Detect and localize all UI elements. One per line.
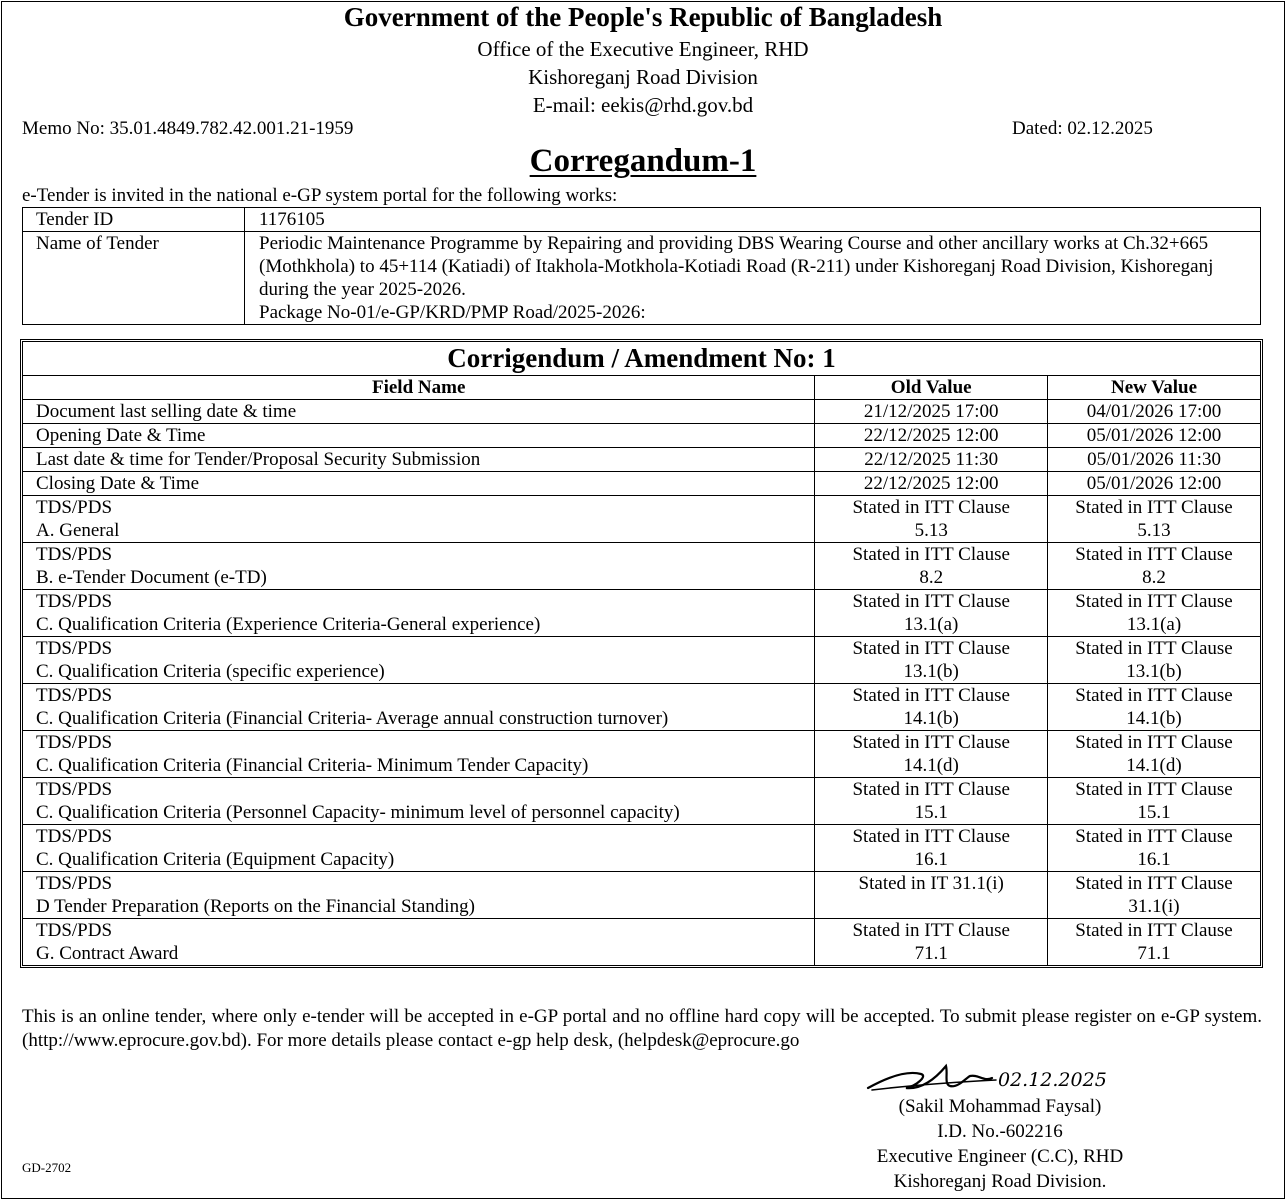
- old-value-cell: [815, 637, 1048, 684]
- new-value-cell: [1048, 684, 1261, 731]
- field-name-line: TDS/PDS: [36, 779, 113, 800]
- new-value-line: Stated in ITT Clause: [1075, 920, 1233, 941]
- field-name-cell: [23, 496, 815, 543]
- field-name-cell: [23, 472, 815, 496]
- field-name-line: Document last selling date & time: [36, 401, 297, 422]
- tender-name-row: [23, 232, 1261, 325]
- field-name-line: TDS/PDS: [36, 544, 113, 565]
- old-value-line: Stated in ITT Clause: [852, 920, 1010, 941]
- field-name-cell: [23, 424, 815, 448]
- table-row: [23, 825, 1261, 872]
- document-title: [0, 143, 1286, 180]
- new-value-cell: [1048, 400, 1261, 424]
- new-value-line: Stated in ITT Clause: [1075, 591, 1233, 612]
- tender-id-value: 1176105: [245, 208, 1261, 232]
- amendment-table: [22, 341, 1261, 966]
- new-value-line: 8.2: [1142, 567, 1166, 588]
- old-value-line: 8.2: [919, 567, 944, 588]
- signatory-designation: Executive Engineer (C.C), RHD: [876, 1146, 1124, 1167]
- tender-info-table: [22, 207, 1261, 325]
- old-value-cell: [815, 872, 1048, 919]
- new-value-cell: [1048, 825, 1261, 872]
- field-name-line: G. Contract Award: [36, 943, 179, 964]
- field-name-cell: [23, 684, 815, 731]
- office-name: Office of the Executive Engineer, RHD: [477, 37, 809, 61]
- field-name-cell: [23, 825, 815, 872]
- new-value-line: Stated in ITT Clause: [1075, 732, 1233, 753]
- signatory-id: I.D. No.-602216: [937, 1121, 1063, 1142]
- old-value-line: Stated in ITT Clause: [852, 779, 1010, 800]
- memo-number: Memo No: 35.01.4849.782.42.001.21-1959: [22, 118, 354, 139]
- new-value-line: 13.1(b): [1126, 661, 1182, 682]
- new-value-cell: [1048, 919, 1261, 966]
- government-title: Government of the People's Republic of Bangladesh: [343, 2, 943, 32]
- new-value-line: 14.1(b): [1126, 708, 1182, 729]
- old-value-line: 21/12/2025 17:00: [863, 401, 999, 422]
- new-value-line: 15.1: [1137, 802, 1171, 823]
- amendment-header-row: [23, 376, 1261, 400]
- tender-id-row: [23, 208, 1261, 232]
- field-name-line: C. Qualification Criteria (Experience Criteria-General experience): [36, 614, 541, 635]
- new-value-line: 5.13: [1137, 520, 1171, 541]
- new-value-line: 16.1: [1137, 849, 1171, 870]
- old-value-line: 15.1: [914, 802, 948, 823]
- field-name-line: C. Qualification Criteria (Personnel Capacity- minimum level of personnel capacity): [36, 802, 680, 823]
- old-value-line: 22/12/2025 12:00: [863, 473, 999, 494]
- old-value-line: Stated in ITT Clause: [852, 497, 1010, 518]
- field-name-cell: [23, 400, 815, 424]
- old-value-line: Stated in ITT Clause: [852, 638, 1010, 659]
- table-row: [23, 496, 1261, 543]
- table-row: [23, 684, 1261, 731]
- field-name-line: TDS/PDS: [36, 732, 113, 753]
- field-name-line: Closing Date & Time: [36, 473, 200, 494]
- field-name-cell: [23, 872, 815, 919]
- new-value-line: Stated in ITT Clause: [1075, 826, 1233, 847]
- document-title-text: Corregandum-1: [529, 143, 757, 179]
- table-row: [23, 872, 1261, 919]
- new-value-line: Stated in ITT Clause: [1075, 685, 1233, 706]
- field-name-line: C. Qualification Criteria (specific experience): [36, 661, 385, 682]
- field-name-line: C. Qualification Criteria (Financial Criteria- Minimum Tender Capacity): [36, 755, 589, 776]
- field-name-line: TDS/PDS: [36, 685, 113, 706]
- old-value-line: 14.1(b): [903, 708, 959, 729]
- tender-package: Package No-01/e-GP/KRD/PMP Road/2025-2026:: [259, 302, 646, 323]
- old-value-cell: [815, 424, 1048, 448]
- tender-name-cell: [245, 232, 1261, 325]
- table-row: [23, 424, 1261, 448]
- old-value-line: 22/12/2025 12:00: [863, 425, 999, 446]
- old-value-cell: [815, 778, 1048, 825]
- old-value-line: 22/12/2025 11:30: [864, 449, 999, 470]
- new-value-line: Stated in ITT Clause: [1075, 873, 1233, 894]
- old-value-line: Stated in ITT Clause: [852, 826, 1010, 847]
- old-value-line: Stated in IT 31.1(i): [858, 873, 1004, 894]
- new-value-line: Stated in ITT Clause: [1075, 544, 1233, 565]
- tender-name-label: Name of Tender: [23, 232, 245, 325]
- field-name-line: TDS/PDS: [36, 638, 113, 659]
- division-name: Kishoreganj Road Division: [528, 65, 758, 89]
- new-value-cell: [1048, 637, 1261, 684]
- old-value-cell: [815, 919, 1048, 966]
- old-value-cell: [815, 543, 1048, 590]
- new-value-line: 71.1: [1137, 943, 1171, 964]
- column-header-old-value: Old Value: [815, 376, 1048, 400]
- field-name-line: C. Qualification Criteria (Equipment Capacity): [36, 849, 395, 870]
- tender-id-label: Tender ID: [23, 208, 245, 232]
- old-value-cell: [815, 684, 1048, 731]
- old-value-line: Stated in ITT Clause: [852, 685, 1010, 706]
- old-value-line: 16.1: [914, 849, 948, 870]
- field-name-line: TDS/PDS: [36, 920, 113, 941]
- field-name-line: TDS/PDS: [36, 826, 113, 847]
- table-row: [23, 400, 1261, 424]
- old-value-line: 71.1: [914, 943, 948, 964]
- old-value-cell: [815, 400, 1048, 424]
- field-name-line: Opening Date & Time: [36, 425, 206, 446]
- new-value-line: Stated in ITT Clause: [1075, 497, 1233, 518]
- old-value-cell: [815, 825, 1048, 872]
- new-value-cell: [1048, 778, 1261, 825]
- field-name-cell: [23, 778, 815, 825]
- field-name-cell: [23, 590, 815, 637]
- field-name-line: D Tender Preparation (Reports on the Financial Standing): [36, 896, 475, 917]
- new-value-line: 14.1(d): [1126, 755, 1182, 776]
- table-row: [23, 919, 1261, 966]
- old-value-cell: [815, 590, 1048, 637]
- amendment-caption-row: [23, 342, 1261, 376]
- gd-number: GD-2702: [22, 1160, 72, 1175]
- new-value-line: Stated in ITT Clause: [1075, 779, 1233, 800]
- old-value-line: 14.1(d): [903, 755, 959, 776]
- field-name-cell: [23, 637, 815, 684]
- signatory-name: (Sakil Mohammad Faysal): [898, 1096, 1102, 1117]
- new-value-cell: [1048, 472, 1261, 496]
- amendment-caption: Corrigendum / Amendment No: 1: [23, 342, 1261, 376]
- field-name-line: TDS/PDS: [36, 497, 113, 518]
- field-name-cell: [23, 919, 815, 966]
- old-value-cell: [815, 496, 1048, 543]
- old-value-line: 5.13: [914, 520, 948, 541]
- office-email: E-mail: eekis@rhd.gov.bd: [532, 93, 754, 117]
- table-row: [23, 543, 1261, 590]
- intro-text: e-Tender is invited in the national e-GP system portal for the following works:: [22, 185, 618, 206]
- field-name-line: TDS/PDS: [36, 873, 113, 894]
- field-name-line: TDS/PDS: [36, 591, 113, 612]
- field-name-line: B. e-Tender Document (e-TD): [36, 567, 267, 588]
- new-value-line: Stated in ITT Clause: [1075, 638, 1233, 659]
- signatory-office: Kishoreganj Road Division.: [893, 1171, 1107, 1192]
- new-value-cell: [1048, 424, 1261, 448]
- field-name-line: C. Qualification Criteria (Financial Criteria- Average annual construction turnover): [36, 708, 669, 729]
- new-value-line: 04/01/2026 17:00: [1086, 401, 1222, 422]
- old-value-cell: [815, 731, 1048, 778]
- old-value-line: 13.1(a): [904, 614, 959, 635]
- old-value-cell: [815, 448, 1048, 472]
- table-row: [23, 590, 1261, 637]
- new-value-line: 31.1(i): [1128, 896, 1180, 917]
- field-name-cell: [23, 731, 815, 778]
- table-row: [23, 472, 1261, 496]
- tender-name-value: Periodic Maintenance Programme by Repairing and providing DBS Wearing Course and other ancillary works at Ch.32+665 (Mothkhola) to 45+114 (Katiadi) of Itakhola-Motkhola-Kotiadi Road (R-211) under Kishoreganj Road Division, Kishoreganj during the year 2025-2026.: [259, 233, 1214, 300]
- old-value-line: Stated in ITT Clause: [852, 591, 1010, 612]
- memo-date: Dated: 02.12.2025: [1012, 118, 1153, 139]
- old-value-line: Stated in ITT Clause: [852, 732, 1010, 753]
- table-row: [23, 778, 1261, 825]
- old-value-line: 13.1(b): [903, 661, 959, 682]
- table-row: [23, 637, 1261, 684]
- field-name-line: A. General: [36, 520, 120, 541]
- table-row: [23, 731, 1261, 778]
- field-name-line: Last date & time for Tender/Proposal Security Submission: [36, 449, 481, 470]
- new-value-cell: [1048, 543, 1261, 590]
- old-value-cell: [815, 472, 1048, 496]
- handwritten-signature: [866, 1060, 1126, 1098]
- amendment-rows: [23, 400, 1261, 966]
- old-value-line: Stated in ITT Clause: [852, 544, 1010, 565]
- signature-date: 02.12.2025: [998, 1069, 1107, 1091]
- online-tender-notice: This is an online tender, where only e-tender will be accepted in e-GP portal and no offline hard copy will be accepted. To submit please register on e-GP system. (http://www.eprocure.gov.bd). For more details please contact e-gp help desk, (helpdesk@eprocure.go: [22, 1006, 1262, 1051]
- new-value-cell: [1048, 731, 1261, 778]
- table-row: [23, 448, 1261, 472]
- field-name-cell: [23, 543, 815, 590]
- new-value-line: 05/01/2026 12:00: [1086, 473, 1222, 494]
- new-value-line: 05/01/2026 12:00: [1086, 425, 1222, 446]
- new-value-cell: [1048, 448, 1261, 472]
- new-value-cell: [1048, 872, 1261, 919]
- field-name-cell: [23, 448, 815, 472]
- new-value-cell: [1048, 496, 1261, 543]
- new-value-line: 13.1(a): [1126, 614, 1182, 635]
- column-header-new-value: New Value: [1048, 376, 1261, 400]
- column-header-field-name: Field Name: [23, 376, 815, 400]
- new-value-cell: [1048, 590, 1261, 637]
- new-value-line: 05/01/2026 11:30: [1087, 449, 1221, 470]
